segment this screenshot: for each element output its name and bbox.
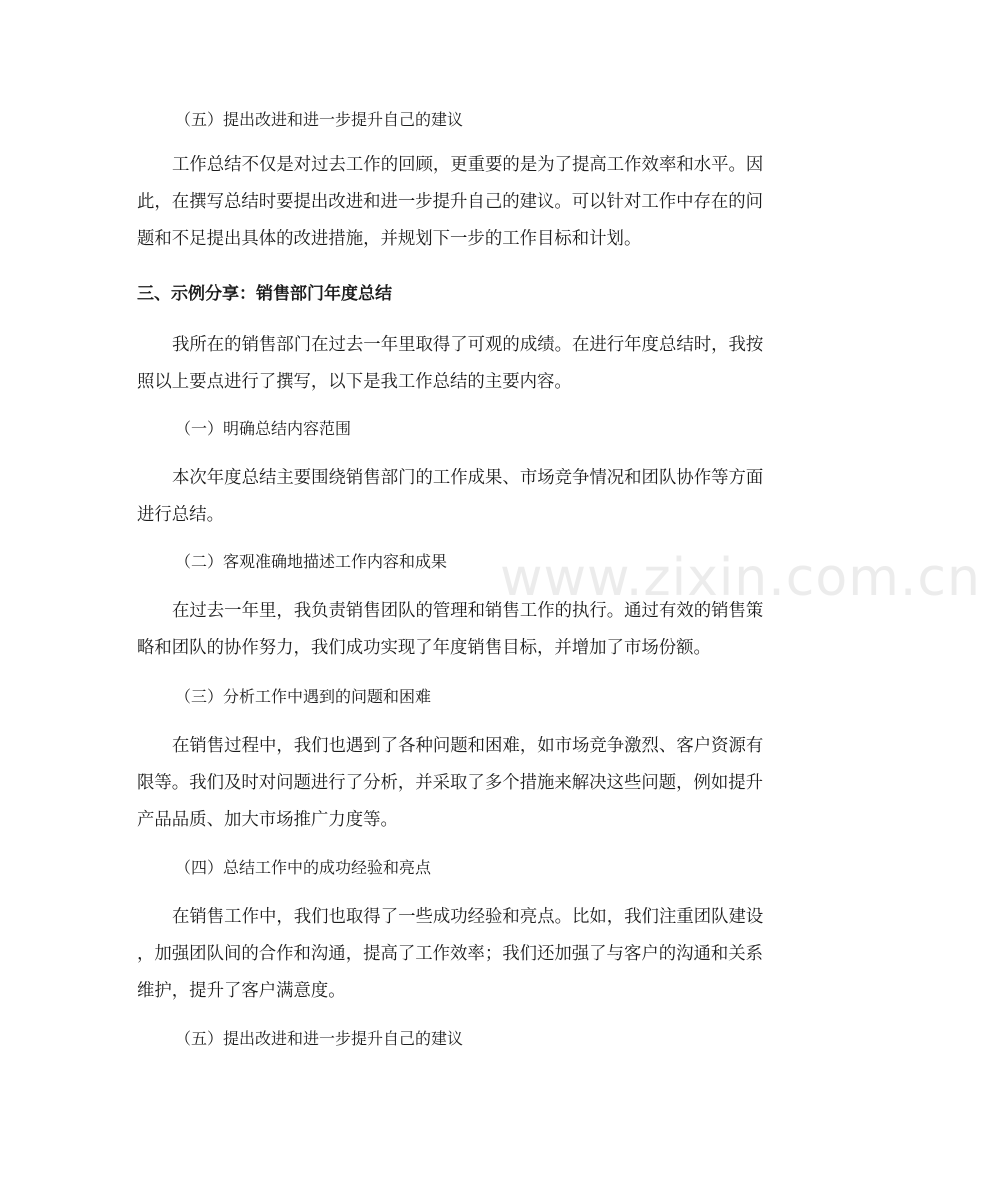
subheading-scope: （一）明确总结内容范围 bbox=[175, 419, 352, 438]
paragraph-problems bbox=[137, 728, 763, 839]
paragraph-line: 工作总结不仅是对过去工作的回顾，更重要的是为了提高工作效率和水平。因 bbox=[172, 155, 764, 175]
paragraph-line: 略和团队的协作努力，我们成功实现了年度销售目标，并增加了市场份额。 bbox=[137, 638, 711, 658]
paragraph-scope bbox=[137, 460, 763, 534]
paragraph-line: 产品品质、加大市场推广力度等。 bbox=[137, 810, 398, 830]
paragraph-line: 在销售过程中，我们也遇到了各种问题和困难，如市场竞争激烈、客户资源有 bbox=[172, 736, 764, 756]
section-heading: 三、示例分享：销售部门年度总结 bbox=[137, 284, 392, 304]
paragraph-line: 本次年度总结主要围绕销售部门的工作成果、市场竞争情况和团队协作等方面 bbox=[172, 468, 764, 488]
subheading-problems: （三）分析工作中遇到的问题和困难 bbox=[175, 687, 432, 706]
paragraph-line: 题和不足提出具体的改进措施，并规划下一步的工作目标和计划。 bbox=[137, 229, 642, 249]
paragraph-line: 维护，提升了客户满意度。 bbox=[137, 981, 346, 1001]
paragraph-intro bbox=[137, 327, 763, 401]
paragraph-line: 照以上要点进行了撰写，以下是我工作总结的主要内容。 bbox=[137, 372, 572, 392]
subheading-improvement-suggestions: （五）提出改进和进一步提升自己的建议 bbox=[175, 110, 464, 129]
paragraph-line: 此，在撰写总结时要提出改进和进一步提升自己的建议。可以针对工作中存在的问 bbox=[137, 192, 764, 212]
paragraph-summary-purpose bbox=[137, 147, 763, 258]
paragraph-line: ，加强团队间的合作和沟通，提高了工作效率；我们还加强了与客户的沟通和关系 bbox=[137, 944, 764, 964]
paragraph-line: 进行总结。 bbox=[137, 505, 224, 525]
subheading-work-results: （二）客观准确地描述工作内容和成果 bbox=[175, 552, 448, 571]
paragraph-work-results bbox=[137, 593, 763, 667]
paragraph-line: 限等。我们及时对问题进行了分析，并采取了多个措施来解决这些问题，例如提升 bbox=[137, 773, 764, 793]
paragraph-line: 在销售工作中，我们也取得了一些成功经验和亮点。比如，我们注重团队建设 bbox=[172, 907, 764, 927]
subheading-improvement-suggestions-2: （五）提出改进和进一步提升自己的建议 bbox=[175, 1029, 464, 1048]
paragraph-line: 在过去一年里，我负责销售团队的管理和销售工作的执行。通过有效的销售策 bbox=[172, 601, 764, 621]
subheading-success: （四）总结工作中的成功经验和亮点 bbox=[175, 858, 432, 877]
watermark: www.zixin.com.cn bbox=[500, 548, 981, 608]
paragraph-success bbox=[137, 899, 763, 1010]
paragraph-line: 我所在的销售部门在过去一年里取得了可观的成绩。在进行年度总结时，我按 bbox=[172, 335, 764, 355]
